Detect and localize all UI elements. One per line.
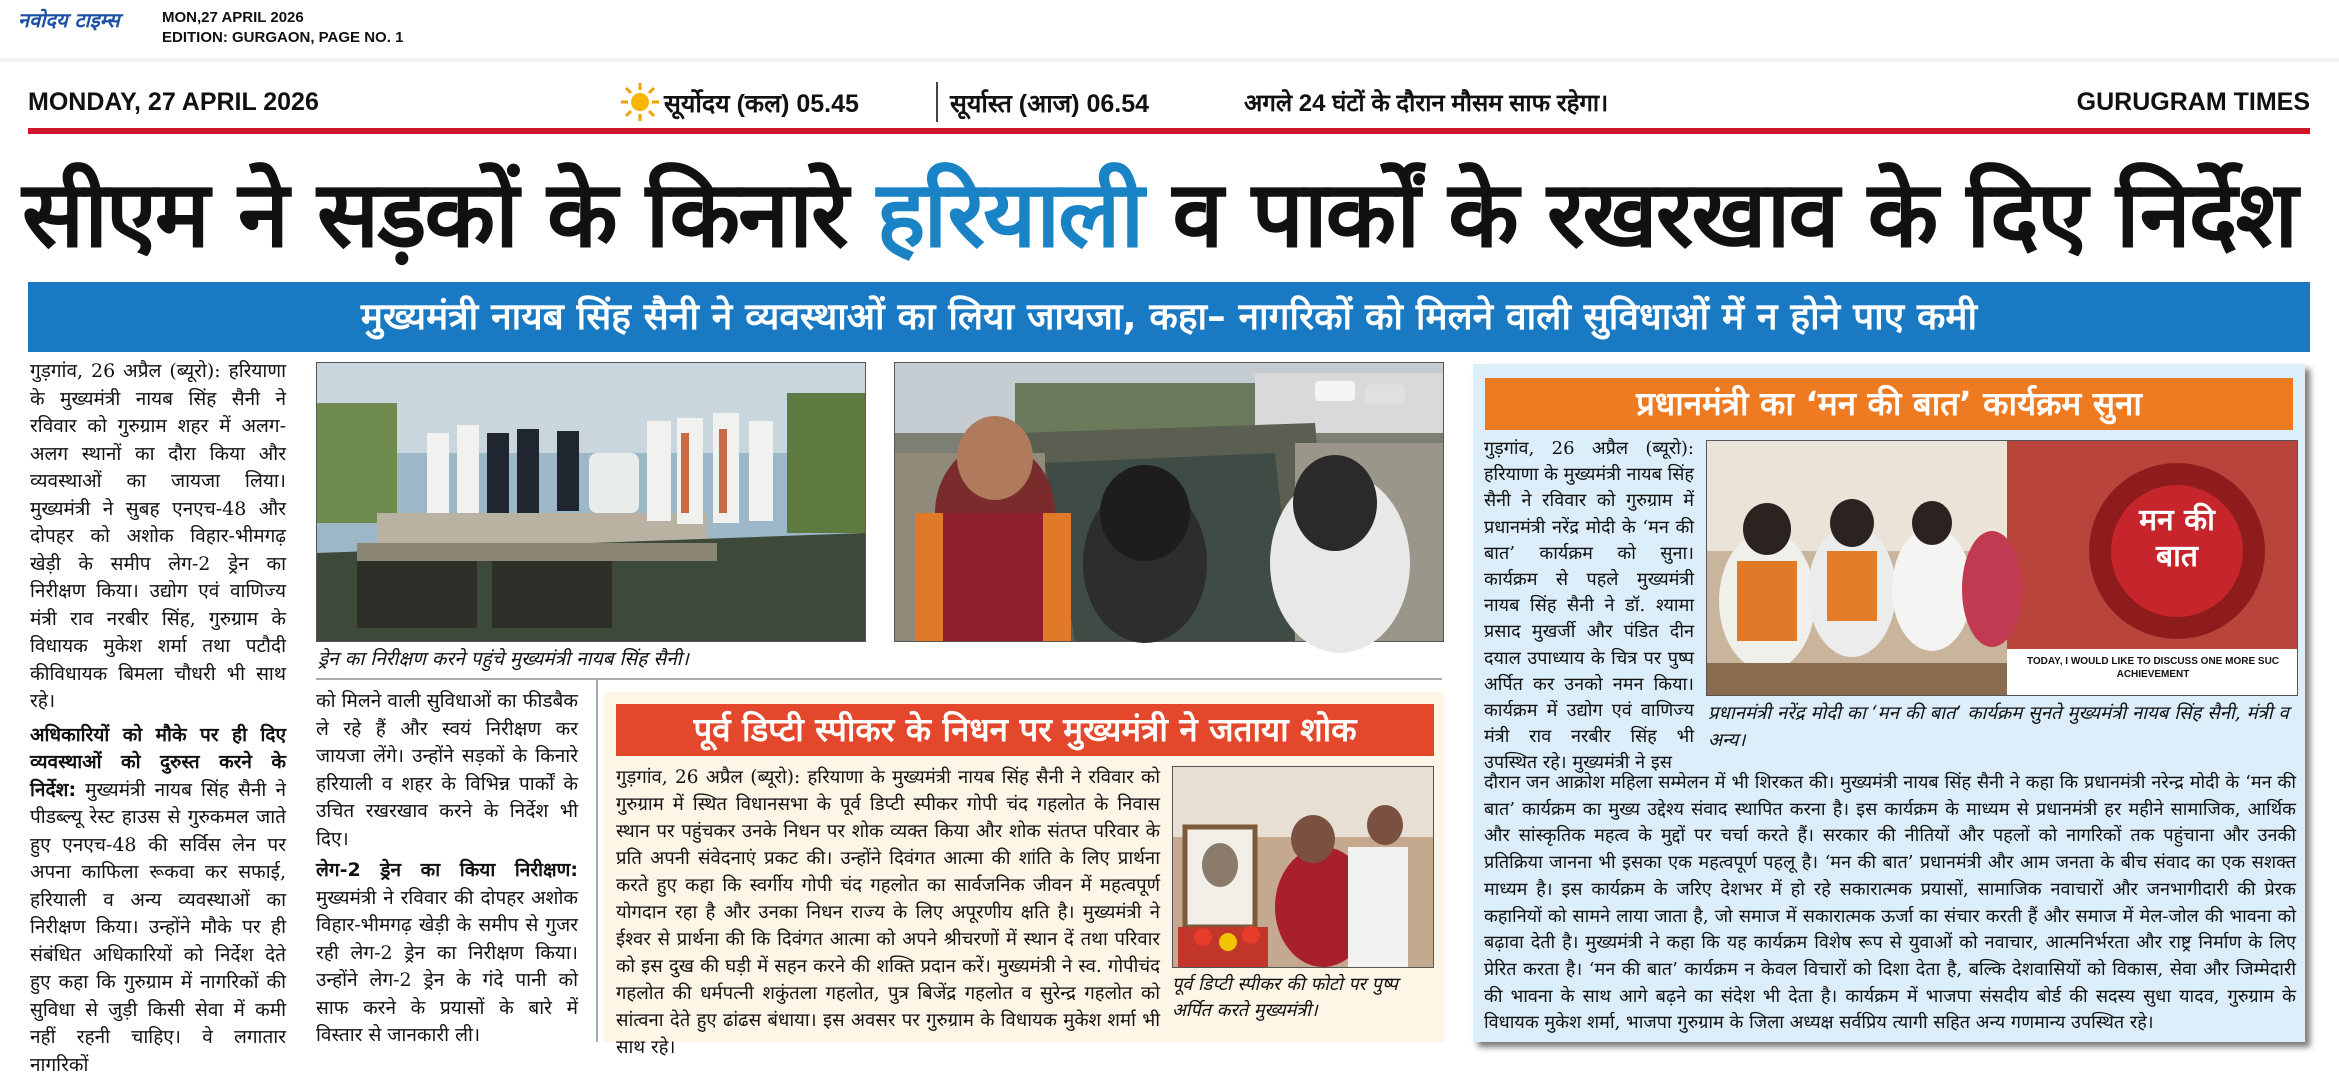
- edition-date: MON,27 APRIL 2026: [162, 9, 304, 26]
- lead-story-col1: [30, 358, 286, 1076]
- lead-story-text: गुड़गांव, 26 अप्रैल (ब्यूरो): हरियाणा के मुख्यमंत्री नायब सिंह सैनी ने रविवार को गुरुग्राम शहर में अलग-अलग स्थानों का दौरा किया और व्यवस्थाओं का जायजा लिया। मुख्यमंत्री ने सुबह एनएच-48 और दोपहर को अशोक विहार-भीमगढ़ खेड़ी के समीप लेग-2 ड्रेन का निरीक्षण किया। उद्योग एवं वाणिज्य मंत्री राव नरबीर सिंह, गुरुग्राम के विधायक मुकेश शर्मा तथा पटौदी कीविधायक बिमला चौधरी भी साथ रहे।: [30, 360, 286, 712]
- weather-note: अगले 24 घंटों के दौरान मौसम साफ रहेगा।: [1244, 90, 1609, 117]
- main-headline: [22, 160, 2296, 270]
- lead-story-text-4: मुख्यमंत्री ने रविवार की दोपहर अशोक विहार-भीमगढ़ खेड़ी के समीप से गुजर रही लेग-2 ड्रेन का निरीक्षण किया। उन्होंने लेग-2 ड्रेन के गंदे पानी को साफ करने के प्रयासों के बारे में विस्तार से जानकारी ली।: [316, 886, 578, 1046]
- lead-story-text-2: मुख्यमंत्री नायब सिंह सैनी ने पीडब्ल्यू रेस्ट हाउस से गुरुकमल जाते हुए एनएच-48 की सर्विस लेन पर अपना काफिला रूकवा कर सफाई, हरियाली व अन्य व्यवस्थाओं का निरीक्षण किया। उन्होंने मौके पर ही संबंधित अधिकारियों को निर्देश देते हुए कहा कि गुरुग्राम में नागरिकों की सुविधा से जुड़ी किसी सेवा में कमी नहीं रहनी चाहिए। वे लगातार नागरिकों: [30, 778, 286, 1076]
- lead-story-col2: [316, 688, 578, 1048]
- speaker-story-headline: पूर्व डिप्टी स्पीकर के निधन पर मुख्यमंत्री ने जताया शोक: [616, 704, 1434, 756]
- drain-photo-caption: ड्रेन का निरीक्षण करने पहुंचे मुख्यमंत्री नायब सिंह सैनी।: [318, 648, 689, 670]
- mkb-story-col: गुड़गांव, 26 अप्रैल (ब्यूरो): हरियाणा के मुख्यमंत्री नायब सिंह सैनी ने रविवार को गुरुग्राम में प्रधानमंत्री नरेंद्र मोदी के ‘मन की बात’ कार्यक्रम को सुना। कार्यक्रम से पहले मुख्यमंत्री नायब सिंह सैनी ने डॉ. श्यामा प्रसाद मुखर्जी और पंडित दीन दयाल उपाध्याय के चित्र पर पुष्प अर्पित कर उनको नमन किया। कार्यक्रम में उद्योग एवं वाणिज्य मंत्री राव नरबीर सिंह भी उपस्थित रहे। मुख्यमंत्री ने इस: [1484, 438, 1694, 774]
- top-rule: [0, 58, 2339, 62]
- headline-part2: व पार्कों के रखरखाव के दिए निर्देश: [1142, 161, 2297, 268]
- sunrise-time: सूर्योदय (कल) 05.45: [664, 90, 859, 118]
- subheadline-banner: मुख्यमंत्री नायब सिंह सैनी ने व्यवस्थाओं का लिया जायजा, कहा– नागरिकों को मिलने वाली सुविधाओं में न होने पाए कमी: [28, 282, 2310, 352]
- headline-highlight: हरियाली: [876, 161, 1143, 268]
- tribute-photo: [1172, 766, 1434, 968]
- date-strip: [28, 82, 2310, 134]
- strip-separator: [936, 82, 938, 122]
- drain-closeup-photo: [894, 362, 1444, 642]
- sun-icon: [620, 82, 660, 122]
- mkb-story-headline: प्रधानमंत्री का ‘मन की बात’ कार्यक्रम सुना: [1485, 378, 2293, 430]
- tribute-photo-caption: पूर्व डिप्टी स्पीकर की फोटो पर पुष्प अर्पित करते मुख्यमंत्री।: [1172, 974, 1398, 1021]
- mkb-screen-ticker: TODAY, I WOULD LIKE TO DISCUSS ONE MORE SUC ACHIEVEMENT: [2026, 656, 2280, 680]
- newspaper-logo: नवोदय टाइम्स: [18, 8, 120, 32]
- mkb-screen-logo: मन की बात: [2139, 503, 2215, 574]
- lead-subhead-officials: अधिकारियों को मौके पर ही दिए व्यवस्थाओं को दुरुस्त करने के निर्देश:: [30, 723, 286, 801]
- photo-caption-rule: [316, 678, 1442, 680]
- lead-story-text-3: को मिलने वाली सुविधाओं का फीडबैक ले रहे हैं और स्वयं निरीक्षण कर जायजा लेंगे। उन्होंने सड़कों के किनारे हरियाली व शहर के विभिन्न पार्कों के उचित रखरखाव करने के निर्देश भी दिए।: [316, 690, 578, 850]
- mkb-event-photo: [1706, 440, 2298, 696]
- sunset-time: सूर्यास्त (आज) 06.54: [950, 90, 1150, 118]
- lead-subhead-drain: लेग-2 ड्रेन का किया निरीक्षण:: [316, 859, 578, 881]
- section-name: GURUGRAM TIMES: [2076, 88, 2310, 116]
- edition-page: EDITION: GURGAON, PAGE NO. 1: [162, 29, 404, 46]
- mkb-story-full: दौरान जन आक्रोश महिला सम्मेलन में भी शिरकत की। मुख्यमंत्री नायब सिंह सैनी ने कहा कि प्रधानमंत्री नरेन्द्र मोदी के ‘मन की बात’ कार्यक्रम का मुख्य उद्देश्य संवाद स्थापित करना है। इस कार्यक्रम के माध्यम से प्रधानमंत्री हर महीने सामाजिक, आर्थिक और सांस्कृतिक महत्व के मुद्दों पर चर्चा करते हैं। सरकार की नीतियों और पहलों को नागरिकों तक पहुंचाना और उनकी प्रतिक्रिया जानना भी इसका एक महत्वपूर्ण पहलू है। ‘मन की बात’ प्रधानमंत्री और आम जनता के बीच संवाद का एक सशक्त माध्यम है। इस कार्यक्रम के जरिए देशभर में हो रहे सकारात्मक प्रयासों, सामाजिक नवाचारों और जनभागीदारी की प्रेरक कहानियों को सामने लाया जाता है, जो समाज में सकारात्मक ऊर्जा का संचार करती हैं और समाज में मेल-जोल की भावना को बढ़ावा देती है। मुख्यमंत्री ने कहा कि यह कार्यक्रम विशेष रूप से युवाओं को नवाचार, आत्मनिर्भरता और राष्ट्र निर्माण के लिए प्रेरित करता है। ‘मन की बात’ कार्यक्रम न केवल विचारों को दिशा देता है, बल्कि देशवासियों को विकास, सेवा और जिम्मेदारी की भावना के साथ आगे बढ़ने का संदेश भी देता है। कार्यक्रम में भाजपा संसदीय बोर्ड की सदस्य सुधा यादव, गुरुग्राम के विधायक मुकेश शर्मा, भाजपा गुरुग्राम के जिला अध्यक्ष सर्वप्रिय त्यागी सहित अन्य गणमान्य उपस्थित रहे।: [1484, 772, 2296, 1034]
- page-date: MONDAY, 27 APRIL 2026: [28, 88, 319, 116]
- headline-part1: सीएम ने सड़कों के किनारे: [22, 161, 877, 268]
- mkb-photo-caption: प्रधानमंत्री नरेंद्र मोदी का ‘मन की बात’ कार्यक्रम सुनते मुख्यमंत्री नायब सिंह सैनी, मंत्री व अन्य।: [1708, 703, 2289, 751]
- speaker-story-body: गुड़गांव, 26 अप्रैल (ब्यूरो): हरियाणा के मुख्यमंत्री नायब सिंह सैनी ने रविवार को गुरुग्राम में स्थित विधानसभा के पूर्व डिप्टी स्पीकर गोपी चंद गहलोत के निवास स्थान पर पहुंचकर उनके निधन पर शोक व्यक्त किया और शोक संतप्त परिवार के प्रति अपनी संवेदनाएं प्रकट की। उन्होंने दिवंगत आत्मा की शांति के लिए प्रार्थना करते हुए कहा कि स्वर्गीय गोपी चंद गहलोत का सार्वजनिक जीवन में महत्वपूर्ण योगदान रहा है और उनका निधन राज्य के लिए अपूरणीय क्षति है। मुख्यमंत्री ने ईश्वर से प्रार्थना की कि दिवंगत आत्मा को अपने श्रीचरणों में स्थान दें तथा परिवार को इस दुख की घड़ी में सहन करने की शक्ति प्रदान करें। मुख्यमंत्री ने स्व. गोपीचंद गहलोत की धर्मपत्नी शकुंतला गहलोत, पुत्र बिजेंद्र गहलोत व सुरेन्द्र गहलोत को सांत्वना देते हुए ढांढस बंधाया। इस अवसर पर गुरुग्राम के विधायक मुकेश शर्मा भी साथ रहे।: [616, 767, 1160, 1058]
- column-rule: [596, 680, 598, 1042]
- edition-info: [162, 8, 403, 48]
- drain-inspection-photo: [316, 362, 866, 642]
